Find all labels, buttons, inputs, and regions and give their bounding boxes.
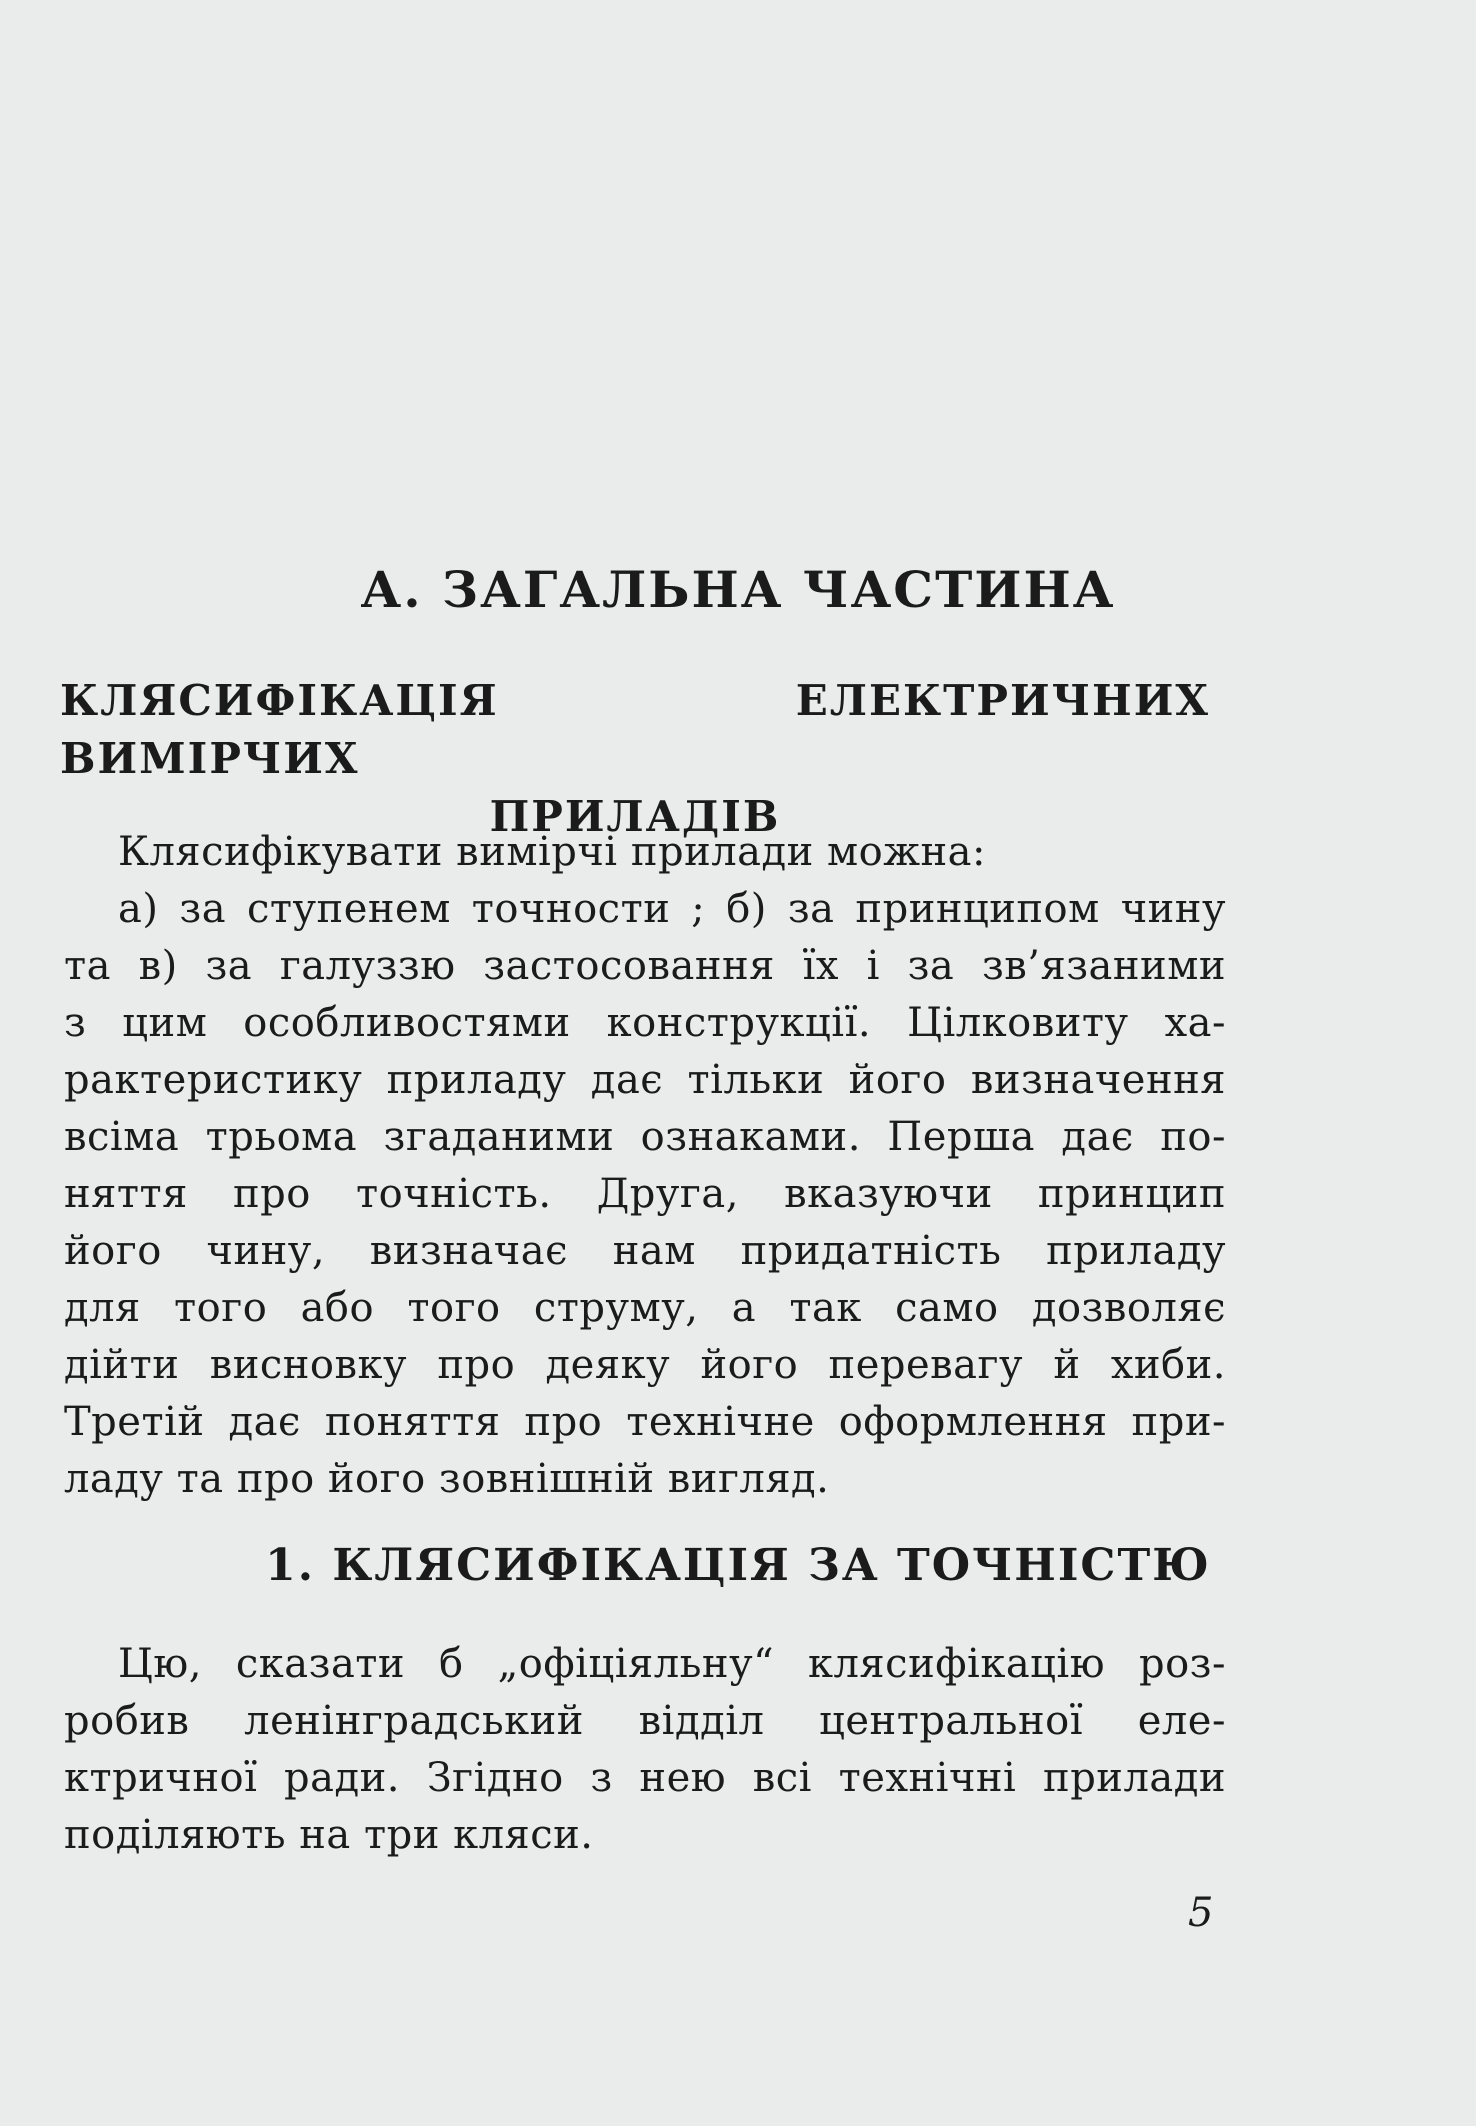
- section-title: [60, 672, 1210, 846]
- paragraph-line: дійти висновку про деяку його перевагу й хиби.: [64, 1342, 1226, 1388]
- section-title-line-2: ПРИЛАДІВ: [489, 792, 781, 841]
- paragraph-line: поділяють на три кляси.: [64, 1812, 594, 1858]
- paragraph-line: ктричної ради. Згідно з нею всі технічні прилади: [64, 1755, 1226, 1801]
- paragraph-line: а) за ступенем точности ; б) за принципом чину: [118, 886, 1226, 932]
- paragraph-line: Цю, сказати б „офіціяльну“ клясифікацію роз-: [118, 1641, 1226, 1687]
- paragraph-line: Клясифікувати вимірчі прилади можна:: [118, 829, 986, 875]
- paragraph-line: няття про точність. Друга, вказуючи принцип: [64, 1171, 1226, 1217]
- page-number: 5: [1188, 1890, 1214, 1936]
- paragraph-line: рактеристику приладу дає тільки його визначення: [64, 1057, 1226, 1103]
- subsection-title: 1. КЛЯСИФІКАЦІЯ ЗА ТОЧНІСТЮ: [265, 1540, 1211, 1591]
- paragraph-line: Третій дає поняття про технічне оформлення при-: [64, 1399, 1226, 1445]
- part-title: А. ЗАГАЛЬНА ЧАСТИНА: [360, 560, 1116, 619]
- paragraph-accuracy-classes: [64, 1636, 1226, 1864]
- paragraph-line: всіма трьома згаданими ознаками. Перша дає по-: [64, 1114, 1226, 1160]
- paragraph-line: робив ленінградський відділ центральної еле-: [64, 1698, 1226, 1744]
- paragraph-line: ладу та про його зовнішній вигляд.: [64, 1456, 830, 1502]
- paragraph-line: з цим особливостями конструкції. Цілковиту ха-: [64, 1000, 1226, 1046]
- paragraph-line: для того або того струму, а так само дозволяє: [64, 1285, 1226, 1331]
- paragraph-line: та в) за галуззю застосовання їх і за зв’язаними: [64, 943, 1226, 989]
- paragraph-classification-intro: [64, 824, 1226, 1508]
- section-title-line-1: КЛЯСИФІКАЦІЯ ЕЛЕКТРИЧНИХ ВИМІРЧИХ: [60, 676, 1210, 783]
- paragraph-line: його чину, визначає нам придатність приладу: [64, 1228, 1226, 1274]
